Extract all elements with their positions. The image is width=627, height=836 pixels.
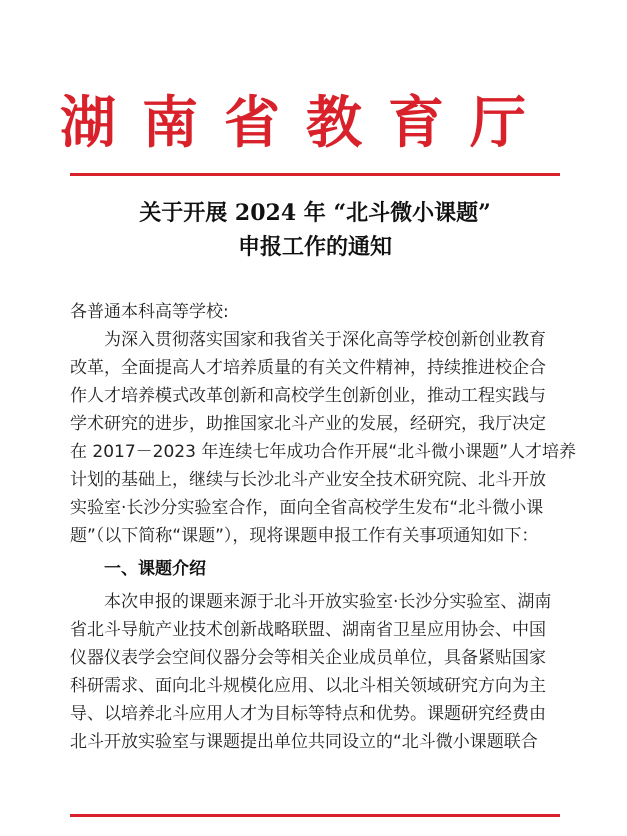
paragraph-line: 在 2017－2023 年连续七年成功合作开展“北斗微小课题”人才培养 xyxy=(70,442,576,462)
notice-title-line-2: 申报工作的通知 xyxy=(237,234,392,260)
paragraph-line: 为深入贯彻落实国家和我省关于深化高等学校创新创业教育 xyxy=(104,330,546,350)
paragraph-line: 实验室·长沙分实验室合作，面向全省高校学生发布“北斗微小课 xyxy=(70,498,544,518)
issuing-organization-header: 湖南省教育厅 xyxy=(60,90,552,156)
paragraph-line: 仪器仪表学会空间仪器分会等相关企业成员单位，具备紧贴国家 xyxy=(70,648,546,668)
paragraph-line: 本次申报的课题来源于北斗开放实验室·长沙分实验室、湖南 xyxy=(104,592,552,612)
paragraph-line: 科研需求、面向北斗规模化应用、以北斗相关领域研究方向为主 xyxy=(70,676,546,696)
paragraph-line: 作人才培养模式改革创新和高校学生创新创业，推动工程实践与 xyxy=(70,386,546,406)
header-red-rule xyxy=(70,173,560,176)
paragraph-line: 北斗开放实验室与课题提出单位共同设立的“北斗微小课题联合 xyxy=(70,732,538,752)
section-heading-topic-introduction: 一、课题介绍 xyxy=(104,559,206,579)
paragraph-line: 改革，全面提高人才培养质量的有关文件精神，持续推进校企合 xyxy=(70,358,546,378)
salutation: 各普通本科高等学校: xyxy=(70,302,229,322)
footer-red-rule xyxy=(70,814,560,817)
paragraph-line: 导、以培养北斗应用人才为目标等特点和优势。课题研究经费由 xyxy=(70,704,546,724)
notice-title-line-1: 关于开展 2024 年 “北斗微小课题” xyxy=(139,200,491,226)
paragraph-line: 计划的基础上，继续与长沙北斗产业安全技术研究院、北斗开放 xyxy=(70,470,546,490)
paragraph-line: 题”（以下简称“课题”），现将课题申报工作有关事项通知如下： xyxy=(70,526,539,546)
paragraph-line: 省北斗导航产业技术创新战略联盟、湖南省卫星应用协会、中国 xyxy=(70,620,546,640)
paragraph-line: 学术研究的进步，助推国家北斗产业的发展，经研究，我厅决定 xyxy=(70,414,546,434)
